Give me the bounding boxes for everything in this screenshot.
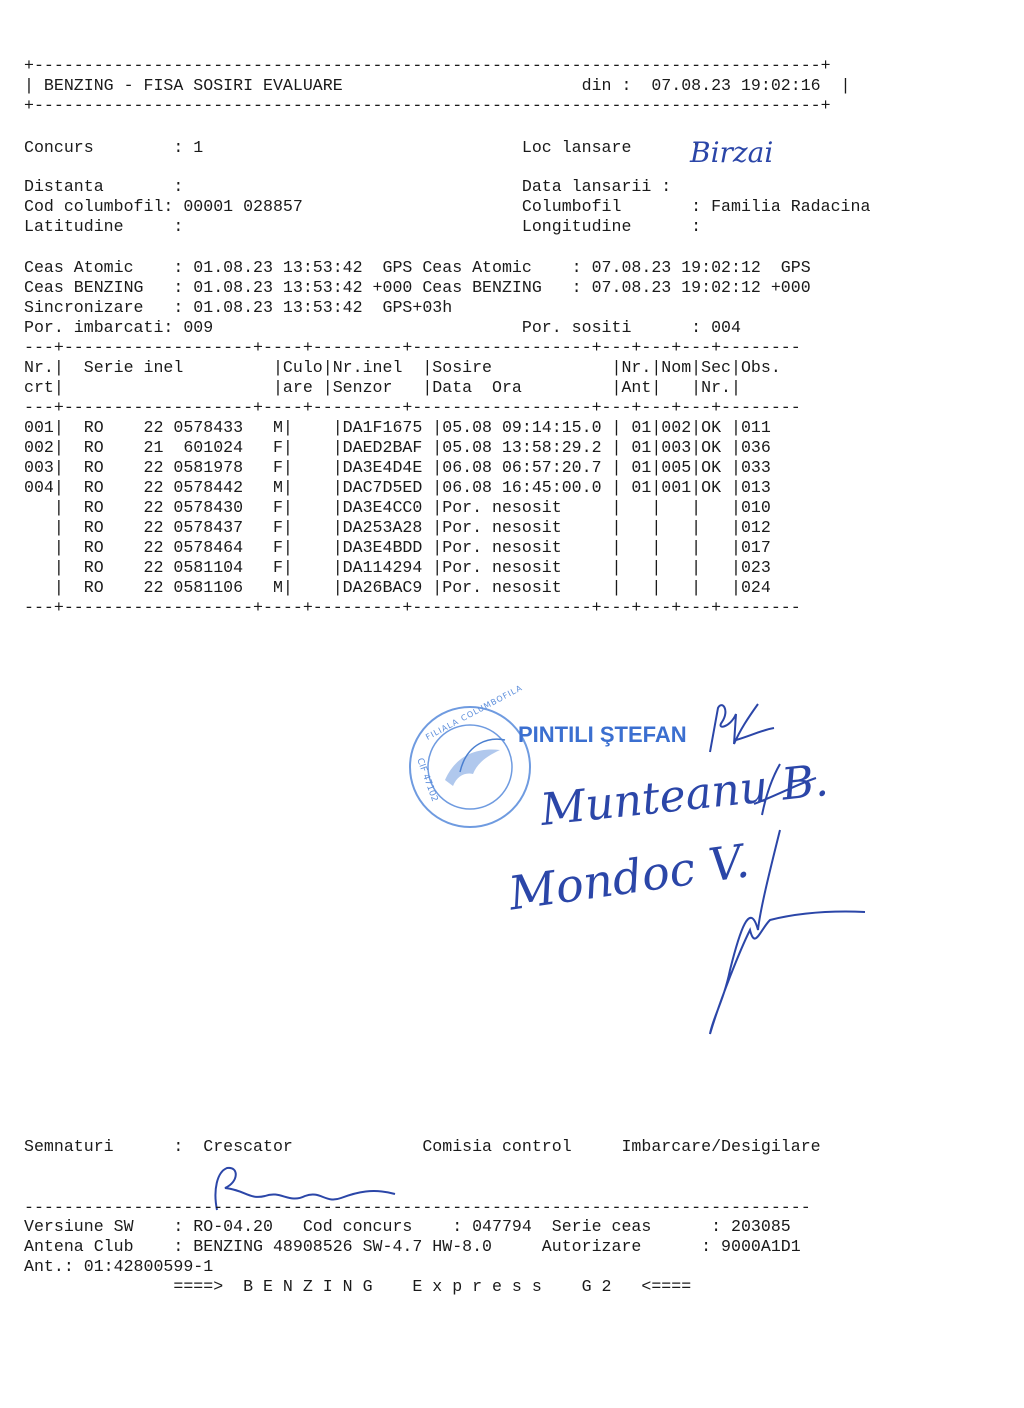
table-separator-top: ---+-------------------+----+---------+------------------+---+---+---+-------- <box>24 338 801 357</box>
antena-line: Antena Club : BENZING 48908526 SW-4.7 HW-8.0 Autorizare : 9000A1D1 <box>24 1237 801 1256</box>
document-title: | BENZING - FISA SOSIRI EVALUARE din : 07.08.23 19:02:16 | <box>24 76 851 95</box>
signature-munteanu: Munteanu B. <box>538 755 831 836</box>
table-row: | RO 22 0578430 F| |DA3E4CC0 |Por. nesosit | | | |010 <box>24 498 771 517</box>
stamp-seal-icon <box>405 702 535 832</box>
table-row: | RO 22 0581104 F| |DA114294 |Por. nesosit | | | |023 <box>24 558 771 577</box>
header-border-top: +-------------------------------------------------------------------------------+ <box>24 56 831 75</box>
table-separator-mid: ---+-------------------+----+---------+------------------+---+---+---+-------- <box>24 398 801 417</box>
benzing-express-banner: ====> B E N Z I N G E x p r e s s G 2 <==== <box>24 1277 692 1296</box>
signature-mark-1 <box>750 760 820 825</box>
table-row: | RO 22 0581106 M| |DA26BAC9 |Por. nesosit | | | |024 <box>24 578 771 597</box>
porumbei-line: Por. imbarcati: 009 Por. sositi : 004 <box>24 318 741 337</box>
signature-mark-2 <box>700 820 870 1045</box>
table-row: 002| RO 21 601024 F| |DAED2BAF |05.08 13:58:29.2 | 01|003|OK |036 <box>24 438 771 457</box>
cod-columbofil-line: Cod columbofil: 00001 028857 Columbofil : Familia Radacina <box>24 197 871 216</box>
table-row: | RO 22 0578464 F| |DA3E4BDD |Por. nesosit | | | |017 <box>24 538 771 557</box>
table-header-row-1: Nr.| Serie inel |Culo|Nr.inel |Sosire |Nr.|Nom|Sec|Obs. <box>24 358 781 377</box>
table-row: 001| RO 22 0578433 M| |DA1F1675 |05.08 09:14:15.0 | 01|002|OK |011 <box>24 418 771 437</box>
stamp-name: PINTILI ŞTEFAN <box>518 722 687 747</box>
ceas-atomic-line: Ceas Atomic : 01.08.23 13:53:42 GPS Ceas Atomic : 07.08.23 19:02:12 GPS <box>24 258 811 277</box>
club-stamp <box>405 702 535 837</box>
table-row: 004| RO 22 0578442 M| |DAC7D5ED |06.08 16:45:00.0 | 01|001|OK |013 <box>24 478 771 497</box>
concurs-line: Concurs : 1 Loc lansare : <box>24 138 702 157</box>
table-header-row-2: crt| |are |Senzor |Data Ora |Ant| |Nr.| <box>24 378 741 397</box>
semnaturi-line: Semnaturi : Crescator Comisia control Imbarcare/Desigilare <box>24 1137 821 1156</box>
signature-pintili <box>700 700 780 765</box>
table-row: | RO 22 0578437 F| |DA253A28 |Por. nesosit | | | |012 <box>24 518 771 537</box>
distanta-line: Distanta : Data lansarii : <box>24 177 672 196</box>
latitudine-line: Latitudine : Longitudine : <box>24 217 702 236</box>
table-row: 003| RO 22 0581978 F| |DA3E4D4E |06.08 06:57:20.7 | 01|005|OK |033 <box>24 458 771 477</box>
header-border-bottom: +-------------------------------------------------------------------------------+ <box>24 96 831 115</box>
ceas-benzing-line: Ceas BENZING : 01.08.23 13:53:42 +000 Ceas BENZING : 07.08.23 19:02:12 +000 <box>24 278 811 297</box>
ant-line: Ant.: 01:42800599-1 <box>24 1257 214 1276</box>
versiune-line: Versiune SW : RO-04.20 Cod concurs : 047794 Serie ceas : 203085 <box>24 1217 791 1236</box>
stamp-cif-text: CIF 47102 <box>414 756 440 804</box>
loc-lansare-handwritten: Birzai <box>690 136 774 169</box>
stamp-ring-text: FILIALA COLUMBOFILA <box>424 683 525 742</box>
footer-dash-line: ------------------------------------------------------------------------------- <box>24 1198 811 1217</box>
table-separator-bottom: ---+-------------------+----+---------+------------------+---+---+---+-------- <box>24 598 801 617</box>
signature-mondoc: Mondoc V. <box>505 833 753 921</box>
sincronizare-line: Sincronizare : 01.08.23 13:53:42 GPS+03h <box>24 298 453 317</box>
